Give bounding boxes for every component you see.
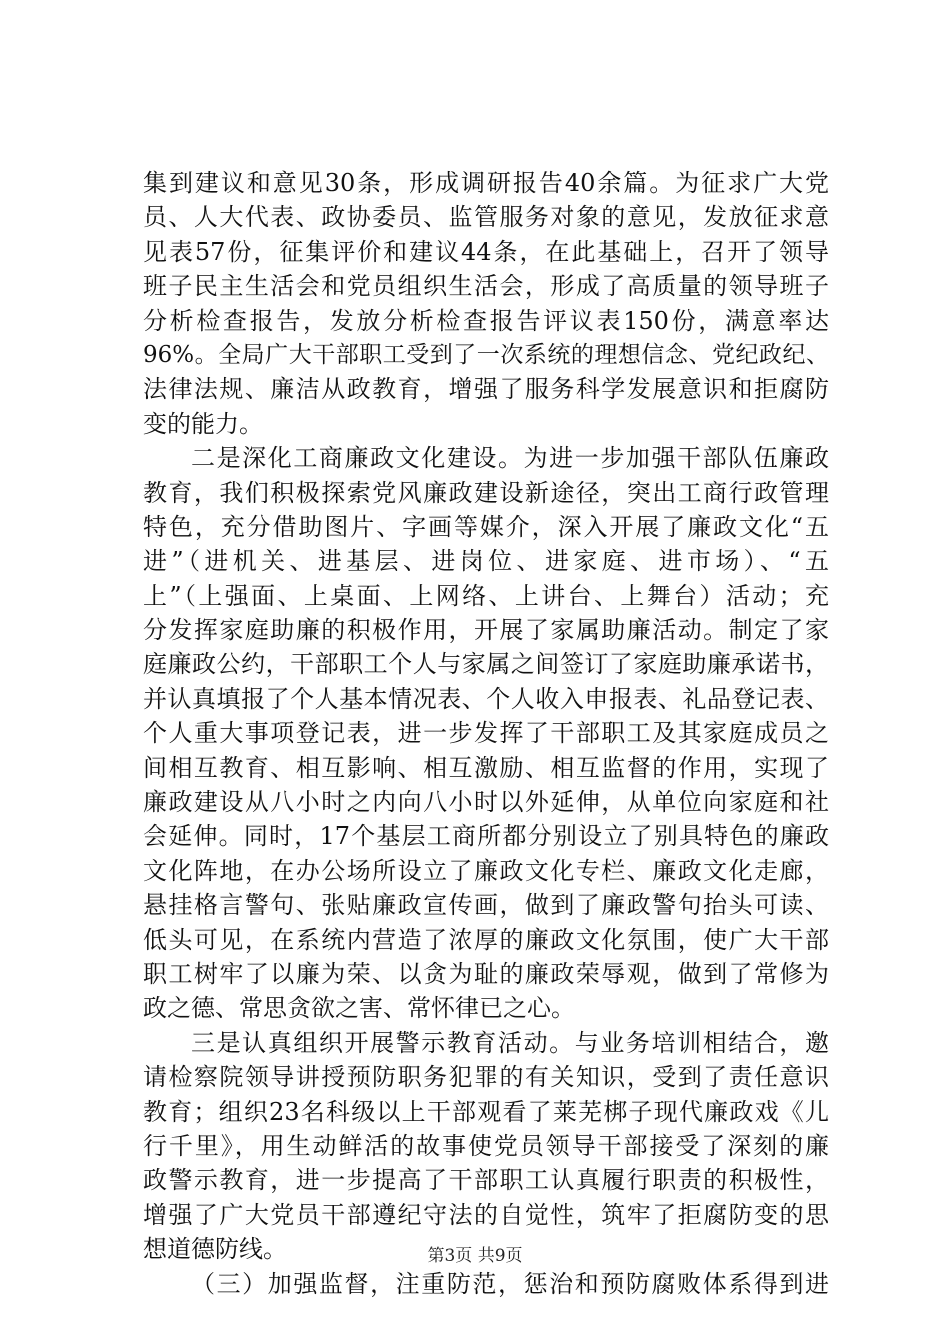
text-line: 96%。全局广大干部职工受到了一次系统的理想信念、党纪政纪、: [143, 341, 829, 368]
text-line: 班子民主生活会和党员组织生活会，形成了高质量的领导班子: [143, 272, 829, 301]
text-line: 分析检查报告，发放分析检查报告评议表150份，满意率达: [143, 306, 829, 335]
text-line: 增强了广大党员干部遵纪守法的自觉性，筑牢了拒腐防变的思: [143, 1200, 829, 1229]
text-line: 并认真填报了个人基本情况表、个人收入申报表、礼品登记表、: [143, 684, 829, 713]
text-line: 低头可见，在系统内营造了浓厚的廉政文化氛围，使广大干部: [143, 925, 829, 954]
text-line: 集到建议和意见30条，形成调研报告40余篇。为征求广大党: [143, 169, 829, 197]
text-line: 会延伸。同时，17个基层工商所都分别设立了别具特色的廉政: [143, 822, 829, 851]
text-line: 分发挥家庭助廉的积极作用，开展了家属助廉活动。制定了家: [143, 616, 829, 645]
text-line: 庭廉政公约，干部职工个人与家属之间签订了家庭助廉承诺书，: [143, 650, 829, 679]
paragraph-start-line: 二是深化工商廉政文化建设。为进一步加强干部队伍廉政: [191, 444, 829, 473]
text-line: 政警示教育，进一步提高了干部职工认真履行职责的积极性，: [143, 1166, 829, 1195]
text-line: 间相互教育、相互影响、相互激励、相互监督的作用，实现了: [143, 753, 829, 782]
paragraph-start-line: 三是认真组织开展警示教育活动。与业务培训相结合，邀: [191, 1028, 829, 1057]
text-line: 教育；组织23名科级以上干部观看了莱芜梆子现代廉政戏《儿: [143, 1097, 829, 1126]
text-line: 员、人大代表、政协委员、监管服务对象的意见，发放征求意: [143, 203, 829, 232]
text-line: 进”（进机关、进基层、进岗位、进家庭、进市场）、“五: [143, 547, 829, 576]
page-number-footer: 第3页 共9页: [427, 1246, 523, 1266]
text-line: 文化阵地，在办公场所设立了廉政文化专栏、廉政文化走廊，: [143, 856, 829, 885]
text-line: 悬挂格言警句、张贴廉政宣传画，做到了廉政警句抬头可读、: [143, 891, 829, 920]
text-line: 行千里》，用生动鲜活的故事使党员领导干部接受了深刻的廉: [143, 1131, 829, 1160]
document-body: [143, 166, 829, 1301]
text-line: 个人重大事项登记表，进一步发挥了干部职工及其家庭成员之: [143, 719, 829, 748]
text-line: 请检察院领导讲授预防职务犯罪的有关知识，受到了责任意识: [143, 1063, 829, 1092]
text-line: 廉政建设从八小时之内向八小时以外延伸，从单位向家庭和社: [143, 788, 829, 817]
text-line: 教育，我们积极探索党风廉政建设新途径，突出工商行政管理: [143, 478, 829, 507]
text-line: 上”（上强面、上桌面、上网络、上讲台、上舞台）活动；充: [143, 581, 829, 610]
text-line: 变的能力。: [143, 409, 263, 438]
text-line: 法律法规、廉洁从政教育，增强了服务科学发展意识和拒腐防: [143, 375, 829, 404]
text-line: 职工树牢了以廉为荣、以贪为耻的廉政荣辱观，做到了常修为: [143, 959, 829, 988]
text-line: 特色，充分借助图片、字画等媒介，深入开展了廉政文化“五: [143, 512, 829, 541]
text-line: 见表57份，征集评价和建议44条，在此基础上，召开了领导: [143, 237, 829, 266]
section-heading-line: （三）加强监督，注重防范，惩治和预防腐败体系得到进: [191, 1269, 829, 1298]
text-line: 政之德、常思贪欲之害、常怀律已之心。: [143, 994, 575, 1023]
text-line: 想道德防线。: [143, 1235, 287, 1264]
